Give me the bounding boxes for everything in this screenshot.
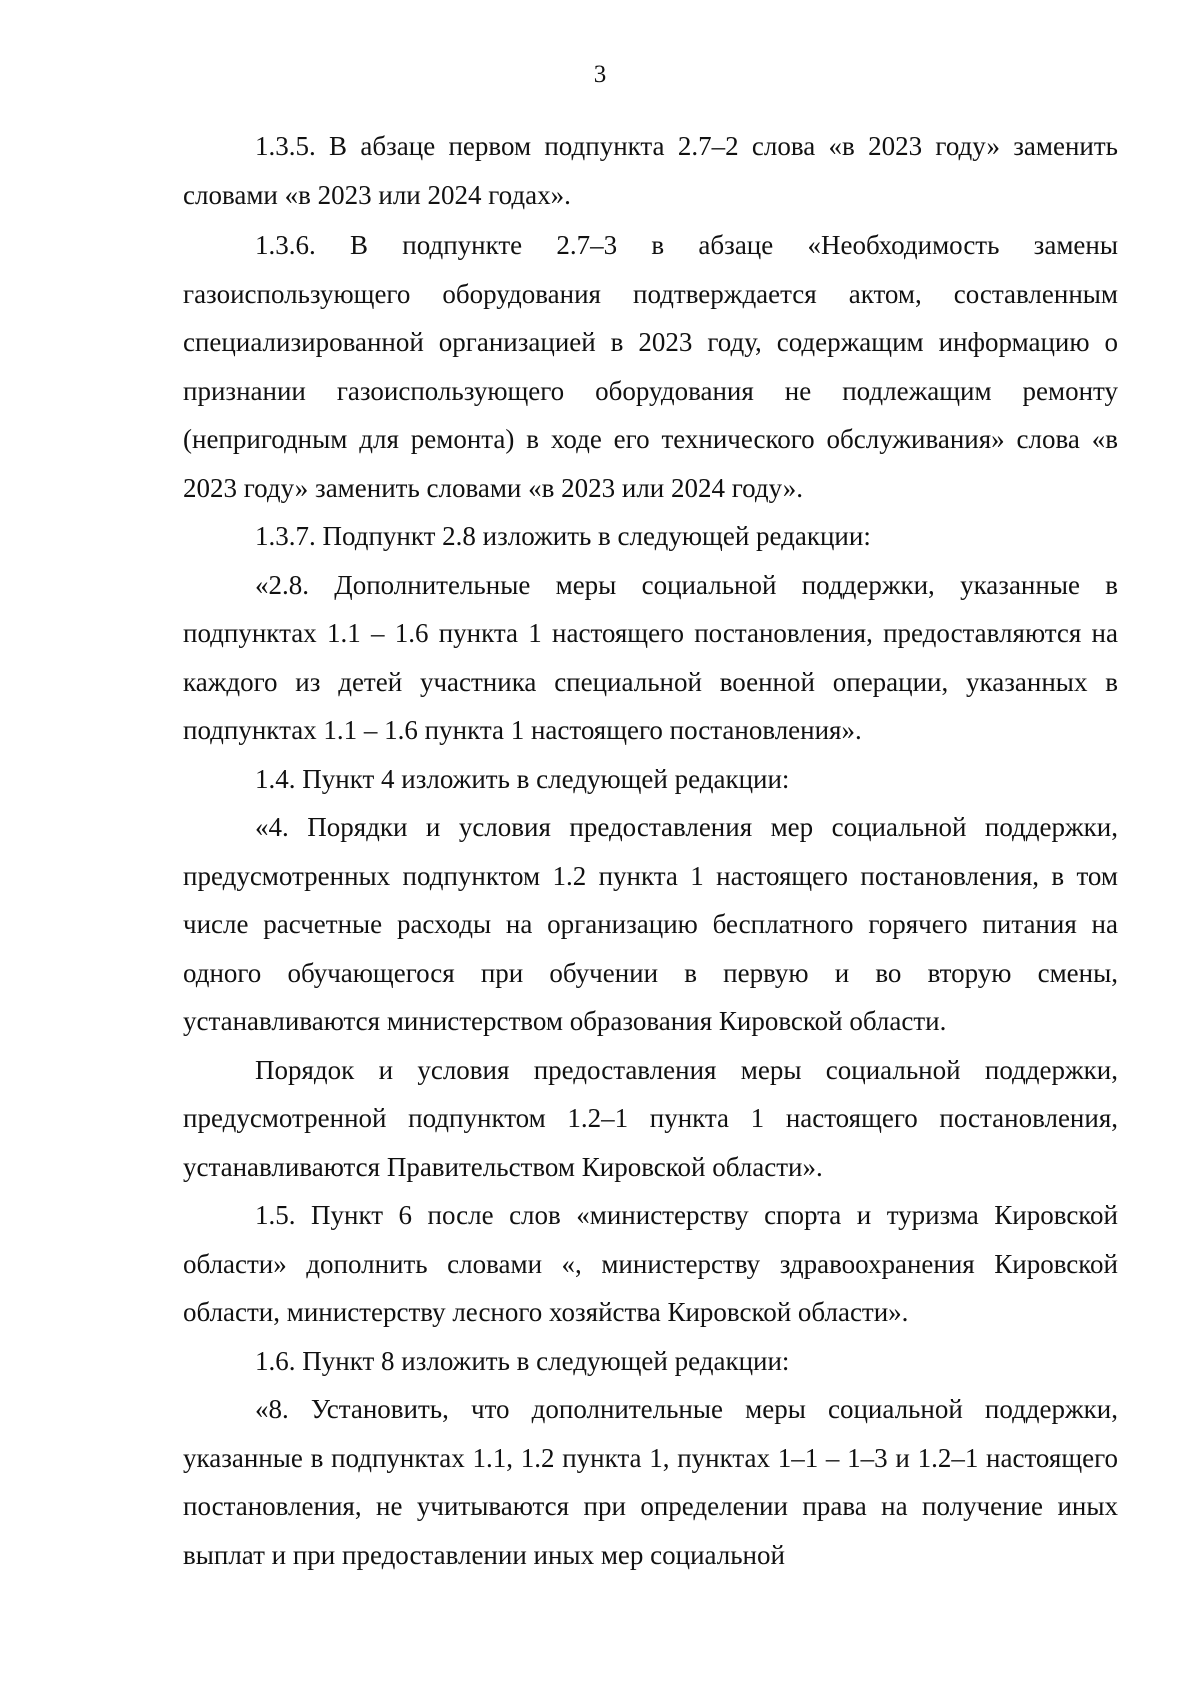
paragraph-1-4: 1.4. Пункт 4 изложить в следующей редакции: <box>255 763 790 794</box>
paragraph-order-conditions: Порядок и условия предоставления меры социальной поддержки, предусмотренной подпунктом 1.2–1 пункта 1 настоящего постановления, устанавливаются Правительством Кировской области». <box>183 1054 1118 1182</box>
paragraph-1-3-7: 1.3.7. Подпункт 2.8 изложить в следующей редакции: <box>255 521 871 551</box>
paragraph-1-6: 1.6. Пункт 8 изложить в следующей редакции: <box>255 1345 790 1376</box>
paragraph-quote-4: «4. Порядки и условия предоставления мер социальной поддержки, предусмотренных подпунктом 1.2 пункта 1 настоящего постановления, в том числе расчетные расходы на организацию бесплатного горячего питания на одного обучающегося при обучении в первую и во вторую смены, устанавливаются министерством образования Кировской области. <box>183 812 1118 1036</box>
paragraph-1-3-6: 1.3.6. В подпункте 2.7–3 в абзаце «Необходимость замены газоиспользующего оборудования подтверждается актом, составленным специализированной организацией в 2023 году, содержащим информацию о признании газоиспользующего оборудования не подлежащим ремонту (непригодным для ремонта) в ходе его технического обслуживания» слова «в 2023 году» заменить словами «в 2023 или 2024 году». <box>183 230 1118 503</box>
paragraph-1-5: 1.5. Пункт 6 после слов «министерству спорта и туризма Кировской области» дополнить словами «, министерству здравоохранения Кировской области, министерству лесного хозяйства Кировской области». <box>183 1200 1118 1327</box>
paragraph-quote-2-8: «2.8. Дополнительные меры социальной поддержки, указанные в подпунктах 1.1 – 1.6 пункта 1 настоящего постановления, предоставляются на каждого из детей участника специальной военной операции, указанных в подпунктах 1.1 – 1.6 пункта 1 настоящего постановления». <box>183 569 1118 745</box>
document-body <box>183 122 1118 1579</box>
page-number: 3 <box>593 61 607 88</box>
paragraph-quote-8: «8. Установить, что дополнительные меры социальной поддержки, указанные в подпунктах 1.1, 1.2 пункта 1, пунктах 1–1 – 1–3 и 1.2–1 настоящего постановления, не учитываются при определении права на получение иных выплат и при предоставлении иных мер социальной <box>183 1394 1118 1570</box>
paragraph-1-3-5: 1.3.5. В абзаце первом подпункта 2.7–2 слова «в 2023 году» заменить словами «в 2023 или 2024 годах». <box>183 131 1118 210</box>
